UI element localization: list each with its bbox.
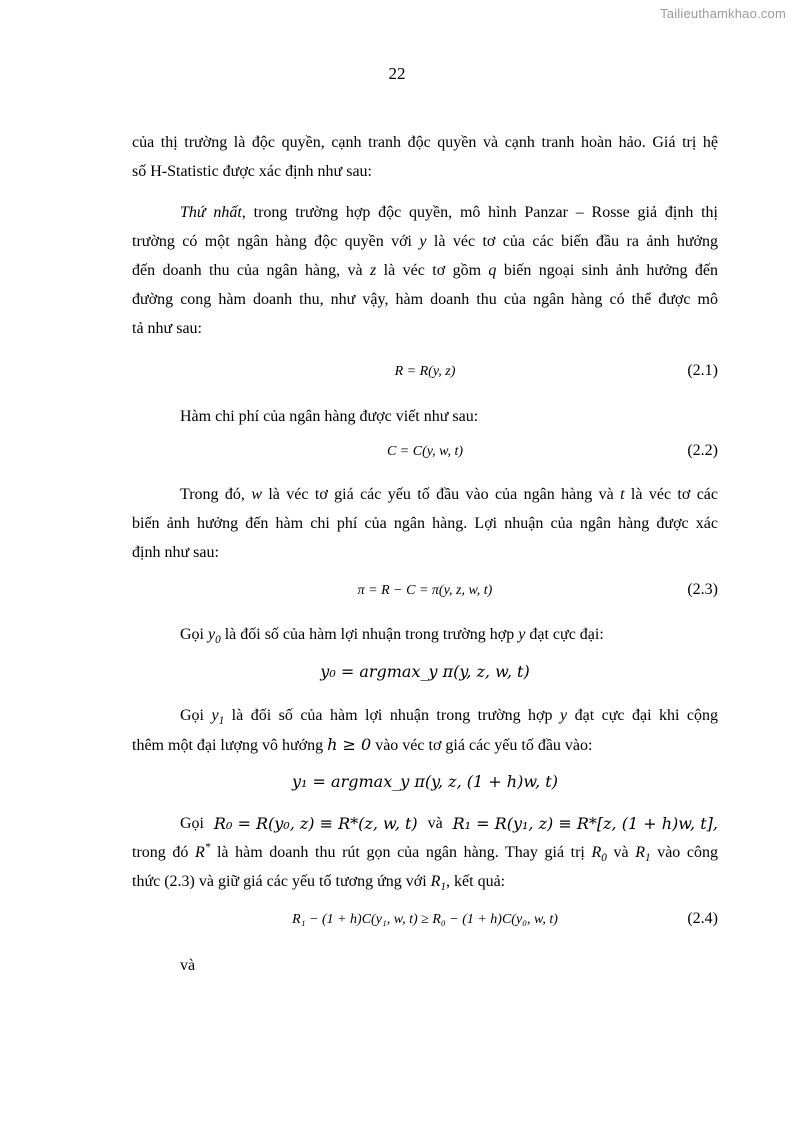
variable-r0 (591, 844, 607, 864)
equation-number: (2.2) (687, 442, 718, 459)
page-number: 22 (388, 64, 406, 83)
variable-z: z (370, 262, 377, 279)
paragraph-cost-function (132, 402, 718, 431)
text-span: đến doanh thu của ngân hàng, và (132, 262, 371, 279)
text-span: , kết quả: (446, 873, 506, 890)
superscript: * (204, 841, 211, 854)
equation-number: (2.3) (687, 581, 718, 598)
variable-t: t (620, 486, 625, 503)
subscript: 0 (601, 851, 607, 864)
text-span: đạt cực đại khi cộng (567, 707, 719, 724)
equation-number: (2.4) (687, 910, 718, 927)
text-span: thức (2.3) và giữ giá các yếu tố tương ứng với (132, 873, 431, 890)
watermark: Tailieuthamkhao.com (660, 6, 786, 21)
text-line (132, 701, 718, 730)
text-span: là véc tơ của các biến đầu ra ảnh hưởng (426, 233, 718, 250)
subscript: 1 (218, 714, 225, 727)
text-line: Hàm chi phí của ngân hàng được viết như sau: (180, 408, 479, 425)
text-span: vào véc tơ giá các yếu tố đầu vào: (371, 737, 593, 754)
text-span: trong đó (132, 844, 195, 861)
subscript: 0 (215, 633, 221, 646)
text-span: y (211, 707, 219, 724)
paragraph-first-case (132, 198, 718, 343)
subscript: 1 (644, 851, 651, 864)
text-span: y (208, 626, 216, 643)
inline-math: h ≥ 0 (327, 735, 372, 754)
variable-rstar (195, 841, 211, 861)
paragraph-profit (132, 480, 718, 567)
variable-y1 (211, 707, 225, 727)
text-span: R (591, 844, 602, 861)
text-span: Gọi (180, 626, 208, 643)
text-span: R (195, 844, 205, 861)
variable-w: w (251, 486, 262, 503)
equation-expression: π = R − C = π(y, z, w, t) (357, 583, 493, 598)
text-span: là véc tơ các (624, 486, 719, 503)
variable-y: y (419, 233, 427, 250)
equation-y1-argmax: y₁ = argmax_y π(y, z, (1 + h)w, t) (292, 772, 558, 791)
subscript: 1 (440, 880, 447, 893)
text-line: tả như sau: (132, 320, 202, 337)
paragraph-r0-r1 (132, 809, 718, 896)
text-line (132, 867, 718, 896)
text-line: biến ảnh hưởng đến hàm chi phí của ngân hàng. Lợi nhuận của ngân hàng được xác (132, 515, 718, 532)
paragraph-and (132, 951, 718, 980)
inline-math: R₁ = R(y₁, z) ≡ R*[z, (1 + h)w, t], (452, 814, 718, 833)
text-line: đường cong hàm doanh thu, như vậy, hàm doanh thu của ngân hàng có thể được mô (132, 291, 718, 308)
text-line (132, 730, 718, 760)
text-line: của thị trường là độc quyền, cạnh tranh độc quyền và cạnh tranh hoàn hảo. Giá trị hệ (132, 134, 718, 151)
text-line (132, 198, 718, 227)
text-span: Gọi (180, 815, 204, 832)
text-line (132, 480, 718, 509)
variable-y0 (208, 626, 221, 646)
text-line: và (180, 957, 196, 974)
text-span: biến ngoại sinh ảnh hưởng đến (496, 262, 718, 279)
equation-y0-argmax: y₀ = argmax_y π(y, z, w, t) (320, 662, 530, 681)
text-span: là véc tơ gồm (376, 262, 489, 279)
text-span: và (606, 844, 636, 861)
text-span: thêm một đại lượng vô hướng (132, 737, 328, 754)
text-span: , trong trường hợp độc quyền, mô hình Panzar – Rosse giả định thị (241, 204, 718, 221)
text-line (132, 256, 718, 285)
text-span: và (427, 815, 443, 832)
variable-y: y (518, 626, 526, 643)
text-line (132, 809, 718, 838)
text-span: là hàm doanh thu rút gọn của ngân hàng. Thay giá trị (210, 844, 592, 861)
text-line (132, 620, 718, 649)
text-span: là đối số của hàm lợi nhuận trong trường hợp (220, 626, 519, 643)
inline-math: R₀ = R(y₀, z) ≡ R*(z, w, t) (213, 814, 418, 833)
paragraph-intro (132, 128, 718, 186)
text-span: đạt cực đại: (525, 626, 604, 643)
text-line: số H-Statistic được xác định như sau: (132, 163, 372, 180)
text-span: trường có một ngân hàng độc quyền với (132, 233, 420, 250)
text-span: vào công (650, 844, 719, 861)
text-span: là véc tơ giá các yếu tố đầu vào của ngân hàng và (261, 486, 621, 503)
variable-q: q (488, 262, 497, 279)
variable-y: y (560, 707, 568, 724)
equation-expression: R₁ − (1 + h)C(y₁, w, t) ≥ R₀ − (1 + h)C(y₀, w, t) (292, 912, 558, 927)
text-span: R (430, 873, 441, 890)
variable-r1 (635, 844, 651, 864)
paragraph-y1 (132, 701, 718, 760)
equation-number: (2.1) (687, 362, 718, 379)
text-span: là đối số của hàm lợi nhuận trong trường hợp (224, 707, 560, 724)
paragraph-y0 (132, 620, 718, 649)
italic-lead: Thứ nhất (180, 204, 242, 221)
text-line (132, 227, 718, 256)
variable-r1 (430, 873, 447, 893)
text-line (132, 838, 718, 867)
text-span: Trong đó, (180, 486, 252, 503)
text-span: R (635, 844, 645, 861)
equation-expression: C = C(y, w, t) (386, 444, 464, 459)
equation-expression: R = R(y, z) (394, 364, 456, 379)
text-line: định như sau: (132, 544, 219, 561)
text-span: Gọi (180, 707, 212, 724)
